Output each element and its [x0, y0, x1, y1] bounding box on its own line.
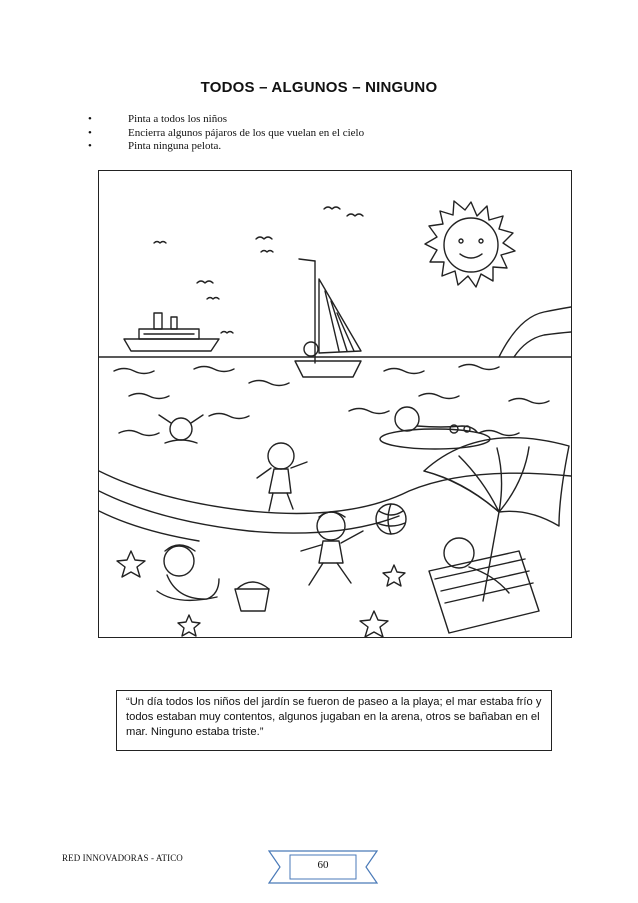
bird-icon — [207, 298, 219, 300]
starfish-icon — [360, 611, 388, 637]
instruction-item — [88, 140, 364, 154]
bird-icon — [256, 237, 272, 239]
page-number-tab — [268, 850, 378, 884]
instruction-list — [88, 113, 364, 154]
bird-icon — [154, 242, 166, 244]
footer-organization: RED INNOVADORAS - ATICO — [62, 853, 183, 863]
starfish-icon — [117, 551, 145, 577]
page-title: TODOS – ALGUNOS – NINGUNO — [200, 79, 438, 96]
instruction-item — [88, 113, 364, 127]
story-quote-box — [116, 690, 552, 751]
child-on-towel-icon — [429, 538, 539, 633]
mountain-icon — [499, 307, 571, 357]
girl-wading-icon — [257, 443, 307, 511]
bird-icon — [347, 214, 363, 216]
page-number: 60 — [317, 859, 329, 871]
beach-scene-illustration — [98, 170, 572, 638]
bird-icon — [261, 251, 273, 253]
starfish-icon — [383, 565, 405, 586]
bird-icon — [197, 281, 213, 283]
child-with-bucket-icon — [157, 545, 269, 611]
sun-icon — [425, 201, 515, 287]
ship-icon — [124, 313, 219, 351]
bullet-icon: • — [88, 113, 92, 125]
bullet-icon: • — [88, 126, 92, 139]
bullet-icon: • — [88, 140, 92, 152]
child-running-icon — [301, 512, 363, 585]
instruction-text: Encierra algunos pájaros de los que vuelan en el cielo — [128, 126, 365, 139]
instruction-text: Pinta ninguna pelota. — [128, 140, 222, 152]
story-quote-text: “Un día todos los niños del jardín se fueron de paseo a la playa; el mar estaba frío y todos estaban muy contentos, algunos jugaban en la arena, otros se bañaban en el mar. Ninguno estaba triste.” — [126, 696, 542, 738]
starfish-icon — [178, 615, 200, 636]
bird-icon — [324, 207, 340, 209]
swimming-child-icon — [159, 415, 203, 443]
sailboat-icon — [295, 259, 361, 377]
instruction-text: Pinta a todos los niños — [128, 113, 228, 125]
waves-icon — [114, 365, 549, 436]
instruction-item — [88, 127, 364, 141]
bird-icon — [221, 332, 233, 334]
